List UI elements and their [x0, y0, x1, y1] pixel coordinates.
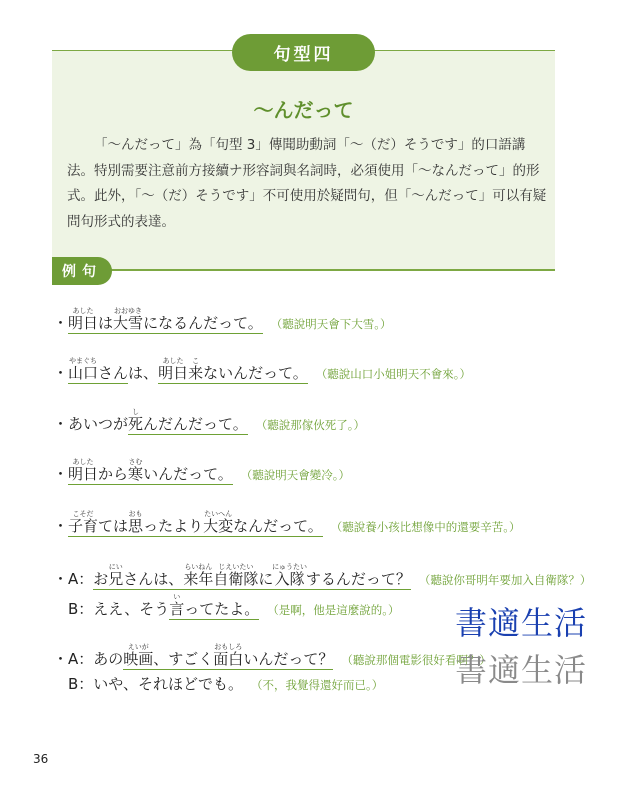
- example-japanese: ・明日あしたから寒さむいんだって。: [53, 458, 233, 483]
- example-sentence: [53, 563, 591, 589]
- example-sentence: [53, 307, 392, 333]
- example-translation: （聽說山口小姐明天不會來。）: [315, 367, 472, 381]
- example-translation: （聽說那傢伙死了。）: [255, 418, 365, 432]
- example-translation: （聽說你哥明年要加入自衛隊？）: [418, 573, 592, 587]
- pattern-label-badge: 句型四: [232, 34, 375, 71]
- example-translation: （聽說養小孩比想像中的還要辛苦。）: [330, 520, 521, 534]
- example-sentence: [53, 593, 399, 619]
- page-number: 36: [33, 752, 49, 766]
- example-japanese: ・A：あの映画えいが、すごく面白おもしろいんだって？: [53, 643, 334, 668]
- pattern-explanation: 「〜んだって」為「句型 3」傳聞助動詞「〜（だ）そうです」的口語講法。特別需要注意前方接續ナ形容詞與名詞時，必須使用「〜なんだって」的形式。此外，「〜（だ）そうです」不可使用於疑問句，但「〜んだって」可以有疑問句形式的表達。: [67, 137, 547, 230]
- example-sentence: [53, 510, 521, 536]
- example-translation: （是啊，他是這麼說的。）: [267, 603, 400, 617]
- examples-rule: [52, 269, 555, 271]
- example-japanese: ・A：お兄にいさんは、来年らいねん自衛隊じえいたいに入隊にゅうたいするんだって？: [53, 563, 411, 588]
- example-sentence: [53, 643, 491, 669]
- example-japanese: B：ええ、そう言いってたよ。: [53, 593, 260, 618]
- example-japanese: B：いや、それほどでも。: [53, 675, 243, 693]
- example-translation: （聽說明天會變冷。）: [240, 468, 351, 482]
- example-translation: （聽說那個電影很好看啊？）: [341, 653, 491, 667]
- pattern-title: 〜んだって: [253, 98, 354, 122]
- watermark-gray: 書適生活: [455, 651, 588, 689]
- example-translation: （不，我覺得還好而已。）: [251, 678, 384, 692]
- example-sentence: [53, 673, 383, 694]
- example-japanese: ・あいつが死しんだんだって。: [53, 408, 248, 433]
- example-sentence: [53, 408, 365, 434]
- example-sentence: [53, 357, 471, 383]
- example-japanese: ・子育こそだては思おもったより大変たいへんなんだって。: [53, 510, 323, 535]
- example-japanese: ・山口やまぐちさんは、明日あした来こないんだって。: [53, 357, 308, 382]
- example-japanese: ・明日あしたは大雪おおゆきになるんだって。: [53, 307, 263, 332]
- example-translation: （聽說明天會下大雪。）: [270, 317, 392, 331]
- examples-label-badge: 例句: [52, 257, 112, 285]
- example-sentence: [53, 458, 350, 484]
- watermark-blue: 書適生活: [455, 604, 588, 642]
